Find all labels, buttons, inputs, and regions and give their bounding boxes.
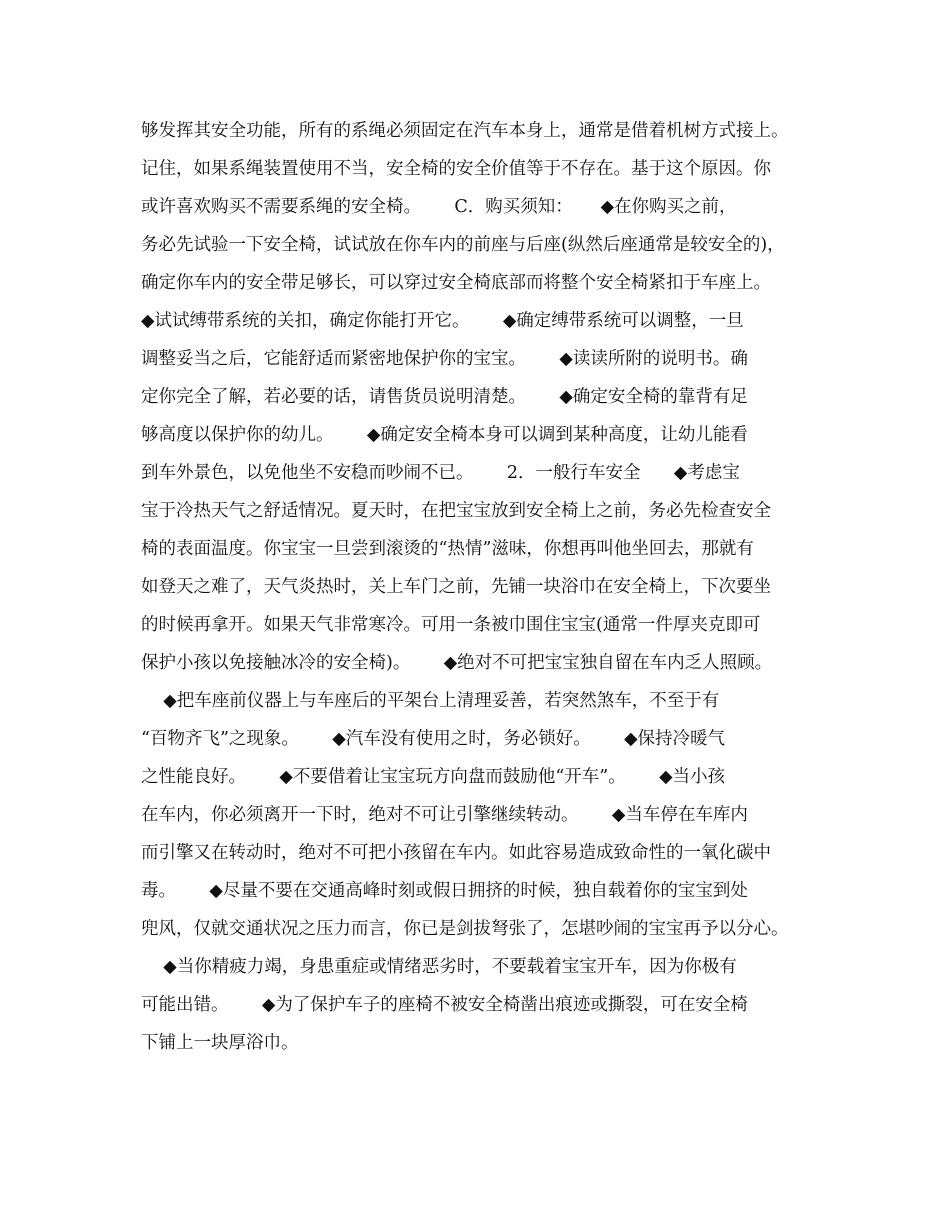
text-line: 保护小孩以免接触冰冷的安全椅)。 ◆绝对不可把宝宝独自留在车内乏人照顾。 — [141, 653, 773, 673]
text-line: 到车外景色，以免他坐不安稳而吵闹不已。 2．一般行车安全 ◆考虑宝 — [141, 463, 740, 483]
text-line: 务必先试验一下安全椅，试试放在你车内的前座与后座(纵然后座通常是较安全的)， — [141, 235, 785, 255]
text-line: 或许喜欢购买不需要系绳的安全椅。 C．购买须知： ◆在你购买之前， — [141, 197, 737, 217]
text-line: 在车内，你必须离开一下时，绝对不可让引擎继续转动。 ◆当车停在车库内 — [141, 805, 748, 825]
text-line: 记住，如果系绳装置使用不当，安全椅的安全价值等于不存在。基于这个原因。你 — [141, 159, 771, 179]
text-line: 之性能良好。 ◆不要借着让宝宝玩方向盘而鼓励他“开车”。 ◆当小孩 — [141, 767, 726, 787]
body-text — [141, 112, 841, 1062]
text-line: 而引擎又在转动时，绝对不可把小孩留在车内。如此容易造成致命性的一氧化碳中 — [141, 843, 771, 863]
text-line: 够高度以保护你的幼儿。 ◆确定安全椅本身可以调到某种高度，让幼儿能看 — [141, 425, 748, 445]
text-line: 下铺上一块厚浴巾。 — [141, 1033, 299, 1053]
text-line: 兜风，仅就交通状况之压力而言，你已是剑拔弩张了，怎堪吵闹的宝宝再予以分心。 — [141, 919, 789, 939]
text-line: ◆试试缚带系统的关扣，确定你能打开它。 ◆确定缚带系统可以调整，一旦 — [141, 311, 744, 331]
text-line: 够发挥其安全功能，所有的系绳必须固定在汽车本身上，通常是借着机树方式接上。 — [141, 121, 789, 141]
text-line: 如登天之难了，天气炎热时，关上车门之前，先铺一块浴巾在安全椅上，下次要坐 — [141, 577, 771, 597]
text-line: 定你完全了解，若必要的话，请售货员说明清楚。 ◆确定安全椅的靠背有足 — [141, 387, 748, 407]
text-line: 的时候再拿开。如果天气非常寒冷。可用一条被巾围住宝宝(通常一件厚夹克即可 — [141, 615, 761, 635]
text-line: 毒。 ◆尽量不要在交通高峰时刻或假日拥挤的时候，独自载着你的宝宝到处 — [141, 881, 748, 901]
text-line: 确定你车内的安全带足够长，可以穿过安全椅底部而将整个安全椅紧扣于车座上。 — [141, 273, 771, 293]
text-line: 椅的表面温度。你宝宝一旦尝到滚烫的“热情”滋味，你想再叫他坐回去，那就有 — [141, 539, 754, 559]
text-line: ◆把车座前仪器上与车座后的平架台上清理妥善，若突然煞车，不至于有 — [141, 691, 720, 711]
text-line: “百物齐飞”之现象。 ◆汽车没有使用之时，务必锁好。 ◆保持冷暖气 — [141, 729, 726, 749]
text-line: 调整妥当之后，它能舒适而紧密地保护你的宝宝。 ◆读读所附的说明书。确 — [141, 349, 748, 369]
text-line: 宝于冷热天气之舒适情况。夏天时，在把宝宝放到安全椅上之前，务必先检查安全 — [141, 501, 771, 521]
text-line: 可能出错。 ◆为了保护车子的座椅不被安全椅凿出痕迹或撕裂，可在安全椅 — [141, 995, 748, 1015]
text-line: ◆当你精疲力竭，身患重症或情绪恶劣时，不要载着宝宝开车，因为你极有 — [141, 957, 737, 977]
